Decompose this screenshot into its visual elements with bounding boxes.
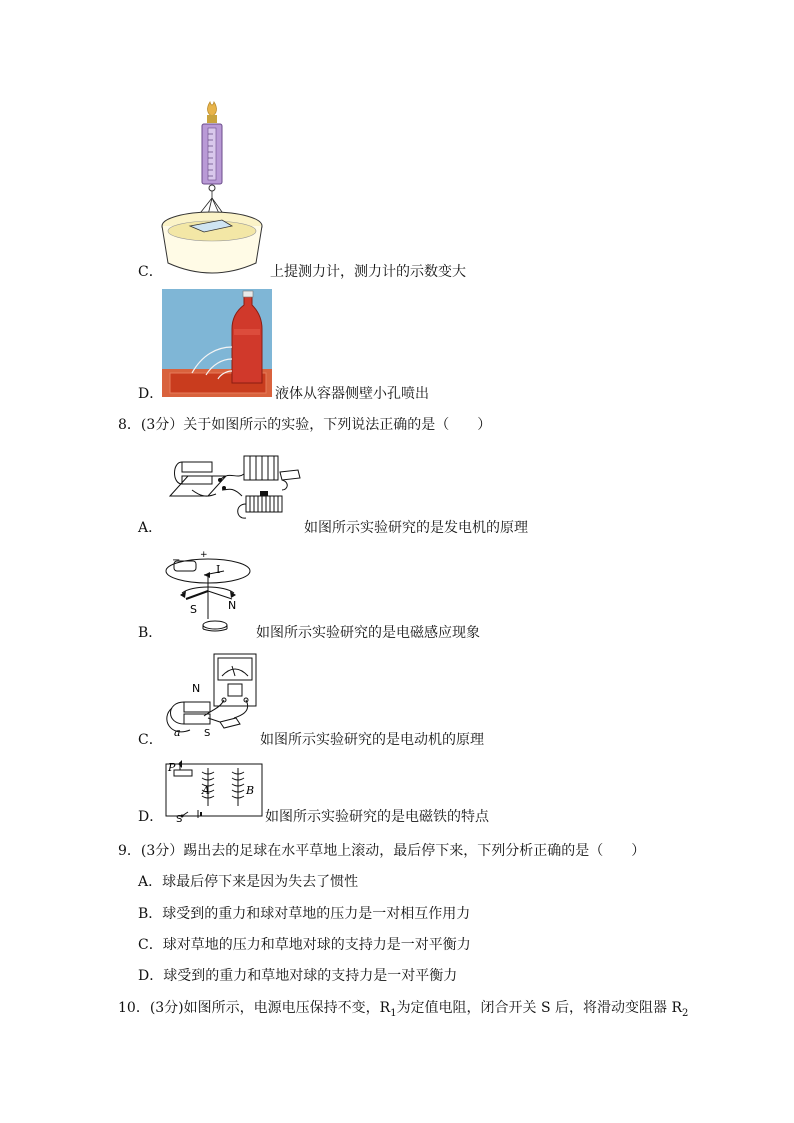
- q9-option-b-text: 球受到的重力和球对草地的压力是一对相互作用力: [162, 906, 471, 922]
- q9-option-d: [138, 967, 457, 985]
- fig-b-current-label: I: [216, 563, 221, 576]
- q7-option-d-text: 液体从容器侧壁小孔喷出: [275, 386, 429, 402]
- q8-option-b-text: 如图所示实验研究的是电磁感应现象: [256, 625, 480, 641]
- q9-option-b: [138, 905, 470, 923]
- fig-c-north-label: N: [192, 682, 201, 695]
- q9-option-a: [138, 873, 358, 891]
- q10-stem-part-a: 10．(3分)如图所示，电源电压保持不变，R: [118, 1000, 391, 1016]
- q8-option-a-letter: A．: [138, 520, 163, 536]
- fig-d-s-label: S: [176, 814, 183, 822]
- oersted-experiment-figure: [162, 551, 254, 633]
- q10-stem: [118, 999, 688, 1023]
- fig-d-p-label: P: [168, 761, 176, 774]
- q9-option-c-letter: C．: [138, 937, 163, 953]
- q10-subscript-2: 2: [682, 1007, 689, 1019]
- q8-option-c-letter: C．: [138, 732, 163, 748]
- fig-b-north-label: N: [228, 599, 237, 612]
- q9-option-d-text: 球受到的重力和草地对球的支持力是一对平衡力: [163, 968, 458, 984]
- q9-stem: 9．(3分）踢出去的足球在水平草地上滚动，最后停下来，下列分析正确的是（ ）: [118, 843, 646, 859]
- q9-option-a-letter: A．: [138, 874, 163, 890]
- fig-b-plus-label: +: [200, 551, 208, 560]
- q7-option-d-letter: D．: [138, 386, 164, 402]
- fig-d-b-label: B: [246, 784, 255, 797]
- q7-option-c-letter: C．: [138, 264, 163, 280]
- q10-stem-part-b: 为定值电阻，闭合开关 S 后，将滑动变阻器 R: [396, 1000, 683, 1016]
- fig-c-a-label: a: [174, 726, 181, 738]
- q10-subscript-1: 1: [390, 1007, 397, 1019]
- q8-option-d-text: 如图所示实验研究的是电磁铁的特点: [265, 809, 489, 825]
- bottle-jet-photo: [162, 289, 272, 397]
- fig-b-south-label: S: [190, 603, 197, 616]
- q8-option-d-letter: D．: [138, 809, 164, 825]
- spring-scale-figure: [160, 98, 270, 283]
- q8-option-b-letter: B．: [138, 625, 163, 641]
- q7-option-c-text: 上提测力计，测力计的示数变大: [270, 264, 466, 280]
- q9-option-c: [138, 936, 471, 954]
- q9-option-d-letter: D．: [138, 968, 164, 984]
- motor-apparatus-figure: [160, 652, 260, 738]
- q9-option-a-text: 球最后停下来是因为失去了惯性: [162, 874, 359, 890]
- q8-option-a-text: 如图所示实验研究的是发电机的原理: [304, 520, 528, 536]
- q9-option-c-text: 球对草地的压力和草地对球的支持力是一对平衡力: [162, 937, 471, 953]
- q8-stem: 8．(3分）关于如图所示的实验，下列说法正确的是（ ）: [118, 417, 492, 433]
- q8-option-c-text: 如图所示实验研究的是电动机的原理: [260, 732, 484, 748]
- generator-apparatus-figure: [162, 450, 302, 526]
- electromagnet-circuit-figure: [164, 760, 264, 822]
- fig-c-south-label: S: [204, 728, 211, 738]
- fig-d-a-label: A: [202, 784, 210, 797]
- q9-option-b-letter: B．: [138, 906, 163, 922]
- fig-b-minus-label: −: [172, 555, 181, 566]
